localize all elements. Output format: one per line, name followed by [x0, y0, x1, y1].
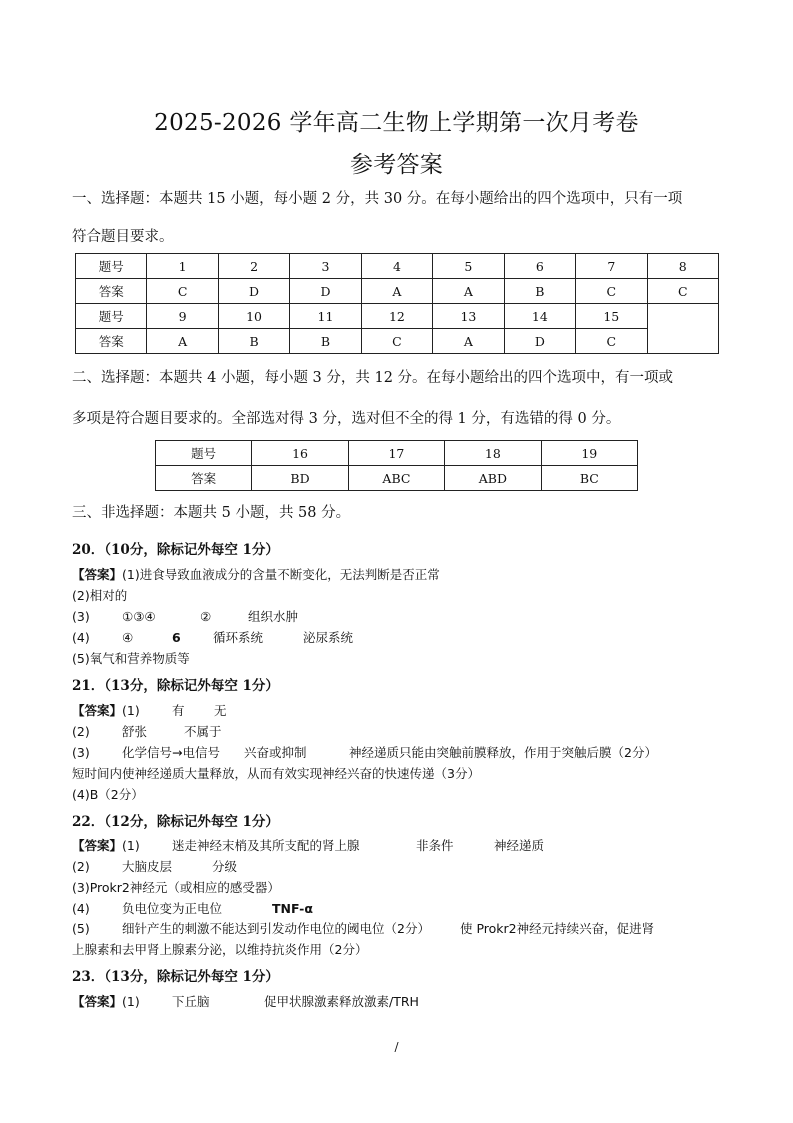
q21-answer-line2 [72, 723, 742, 740]
section2-answer-table [155, 440, 638, 491]
answer-number: (3) [72, 609, 90, 624]
answer-text: 促甲状腺激素释放激素/TRH [264, 994, 419, 1009]
table-cell: A [433, 329, 504, 354]
answer-text: 迷走神经末梢及其所支配的肾上腺 [172, 838, 360, 853]
table-cell: D [504, 329, 575, 354]
answer-text: 神经递质只能由突触前膜释放，作用于突触后膜（2分） [349, 745, 657, 760]
answer-number: (2) [72, 724, 90, 739]
table-cell: 16 [252, 441, 348, 466]
section2-instruction-line2: 多项是符合题目要求的。全部选对得 3 分，选对但不全的得 1 分，有选错的得 0 分。 [72, 411, 621, 427]
table-cell: 5 [433, 254, 504, 279]
table-cell: D [290, 279, 361, 304]
q21-answer-line5: (4)B（2分） [72, 787, 144, 802]
q21-answer-line1 [72, 702, 742, 719]
table-cell: B [290, 329, 361, 354]
section2-instruction-line1: 二、选择题：本题共 4 小题，每小题 3 分，共 12 分。在每小题给出的四个选项中，有一项或 [72, 370, 674, 386]
page-subtitle: 参考答案 [349, 152, 444, 178]
answer-text: 神经递质 [494, 838, 545, 853]
row-label: 题号 [156, 441, 252, 466]
answer-number: (1) [122, 994, 140, 1009]
q22-answer-line4 [72, 900, 742, 917]
section1-instruction-line1: 一、选择题：本题共 15 小题，每小题 2 分，共 30 分。在每小题给出的四个选项中，只有一项 [72, 191, 683, 207]
table-cell: 11 [290, 304, 361, 329]
table-cell: B [504, 279, 575, 304]
section3-instruction: 三、非选择题：本题共 5 小题，共 58 分。 [72, 505, 351, 521]
question-23-header: 23．（13分，除标记外每空 1分） [72, 969, 279, 985]
table-cell: 7 [576, 254, 647, 279]
table-cell: A [433, 279, 504, 304]
row-label: 答案 [76, 279, 147, 304]
answer-text: 下丘脑 [172, 994, 210, 1009]
q21-answer-line3 [72, 744, 742, 761]
row-label: 题号 [76, 304, 147, 329]
table-cell: ABD [445, 466, 541, 491]
q20-answer-line1 [72, 566, 742, 583]
table-cell: C [647, 279, 718, 304]
answer-text: 舒张 [122, 724, 148, 739]
table-cell: C [147, 279, 218, 304]
q23-answer-line1 [72, 993, 742, 1010]
section1-instruction-line2: 符合题目要求。 [72, 229, 174, 245]
q22-answer-line5 [72, 920, 742, 937]
answer-text: 不属于 [184, 724, 222, 739]
table-cell: 15 [576, 304, 647, 329]
table-cell: BD [252, 466, 348, 491]
table-cell: 9 [147, 304, 218, 329]
table-cell: 4 [361, 254, 432, 279]
table-cell: 3 [290, 254, 361, 279]
answer-number: (4) [72, 630, 90, 645]
table-cell: C [576, 329, 647, 354]
question-20-header: 20．（10分，除标记外每空 1分） [72, 542, 279, 558]
answer-text: 负电位变为正电位 [122, 901, 223, 916]
q20-answer-line3 [72, 608, 742, 625]
answer-text: 细针产生的刺激不能达到引发动作电位的阈电位（2分） [122, 921, 430, 936]
answer-number: (3) [72, 745, 90, 760]
table-row [76, 279, 719, 304]
question-22-header: 22．（12分，除标记外每空 1分） [72, 814, 279, 830]
page-title: 2025-2026 学年高二生物上学期第一次月考卷 [154, 110, 639, 136]
table-cell: 10 [218, 304, 289, 329]
q22-answer-line3: (3)Prokr2神经元（或相应的感受器） [72, 880, 280, 895]
answer-tag: 【答案】 [72, 567, 123, 582]
table-cell: 14 [504, 304, 575, 329]
answer-text: 有 [172, 703, 185, 718]
answer-number: (5) [72, 921, 90, 936]
answer-text: TNF-α [272, 901, 313, 916]
table-cell: 8 [647, 254, 718, 279]
table-row [76, 304, 719, 329]
q22-answer-line6: 上腺素和去甲肾上腺素分泌，以维持抗炎作用（2分） [72, 942, 368, 957]
answer-text: 泌尿系统 [303, 630, 354, 645]
section1-answer-table [75, 253, 719, 354]
table-cell: 18 [445, 441, 541, 466]
answer-number: (2) [72, 859, 90, 874]
answer-text: 6 [172, 630, 181, 645]
table-cell: A [361, 279, 432, 304]
q20-answer-line2: (2)相对的 [72, 588, 128, 603]
answer-text: ①③④ [122, 609, 156, 624]
answer-tag: 【答案】 [72, 838, 123, 853]
table-cell: 13 [433, 304, 504, 329]
table-cell: 2 [218, 254, 289, 279]
table-cell: 17 [348, 441, 444, 466]
answer-text: ② [200, 609, 212, 624]
answer-text: 化学信号→电信号 [122, 745, 220, 760]
empty-merged-cell [647, 304, 718, 354]
answer-text: 无 [214, 703, 227, 718]
row-label: 答案 [76, 329, 147, 354]
q22-answer-line1 [72, 837, 742, 854]
answer-number: (4) [72, 901, 90, 916]
q22-answer-line2 [72, 858, 742, 875]
answer-text: 循环系统 [213, 630, 264, 645]
answer-number: (1) [122, 838, 140, 853]
row-label: 题号 [76, 254, 147, 279]
table-cell: 12 [361, 304, 432, 329]
answer-text: 分级 [212, 859, 238, 874]
table-cell: ABC [348, 466, 444, 491]
table-cell: 1 [147, 254, 218, 279]
table-cell: D [218, 279, 289, 304]
q20-answer-line4 [72, 629, 742, 646]
table-row [76, 254, 719, 279]
table-row [76, 329, 719, 354]
table-row [156, 466, 638, 491]
answer-text: (1)进食导致血液成分的含量不断变化，无法判断是否正常 [122, 567, 440, 582]
q21-answer-line4: 短时间内使神经递质大量释放，从而有效实现神经兴奋的快速传递（3分） [72, 766, 480, 781]
q20-answer-line5: (5)氧气和营养物质等 [72, 651, 190, 666]
table-cell: BC [541, 466, 637, 491]
answer-number: (1) [122, 703, 140, 718]
question-21-header: 21．（13分，除标记外每空 1分） [72, 678, 279, 694]
table-row [156, 441, 638, 466]
answer-text: 组织水肿 [248, 609, 299, 624]
row-label: 答案 [156, 466, 252, 491]
page-footer: / [394, 1040, 399, 1054]
answer-tag: 【答案】 [72, 703, 123, 718]
table-cell: C [576, 279, 647, 304]
answer-text: 兴奋或抑制 [244, 745, 307, 760]
table-cell: 6 [504, 254, 575, 279]
answer-tag: 【答案】 [72, 994, 123, 1009]
answer-text: 非条件 [416, 838, 454, 853]
table-cell: A [147, 329, 218, 354]
table-cell: 19 [541, 441, 637, 466]
answer-text: ④ [122, 630, 134, 645]
table-cell: B [218, 329, 289, 354]
answer-text: 大脑皮层 [122, 859, 173, 874]
answer-text: 使 Prokr2神经元持续兴奋，促进肾 [460, 921, 655, 936]
table-cell: C [361, 329, 432, 354]
